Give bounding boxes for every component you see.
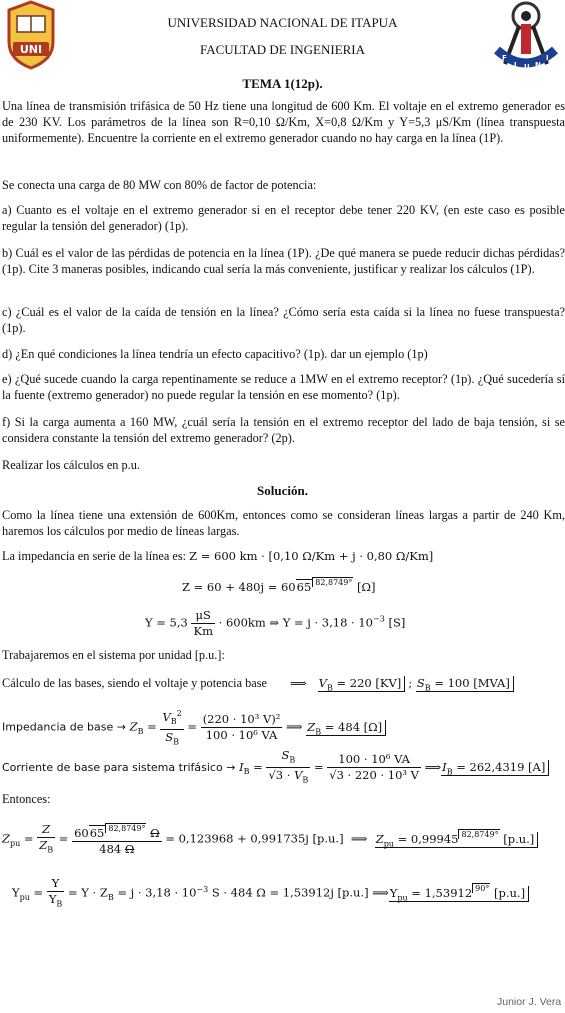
sb-value: = 100 [MVA]	[434, 676, 510, 690]
problem-load: Se conecta una carga de 80 MW con 80% de factor de potencia:	[2, 178, 317, 192]
impedance-line	[2, 549, 433, 564]
faculty-name: FACULTAD DE INGENIERIA	[199, 42, 366, 57]
left-logo-text: UNI	[19, 43, 43, 56]
faculty-logo-right	[487, 0, 565, 72]
zpu-unit: [p.u.]	[503, 831, 535, 846]
zbase-num: (220 · 10³ V)²	[202, 712, 281, 727]
ibase-num: 100 · 10⁶ VA	[327, 752, 421, 768]
ypu-mid: = j · 3,18 · 10	[117, 885, 197, 900]
y-left: Y = 5,3	[145, 615, 188, 630]
bases-line: Cálculo de las bases, siendo el voltaje y potencia base ⟹ $V_B = 220$ [KV] ; $S_B = 100$ [MVA]	[2, 676, 514, 692]
y-mid: · 600km ⇒ Y = j · 3,18 · 10	[218, 615, 373, 630]
z-unit: [Ω]	[357, 580, 376, 594]
ibase-den: √3 · 220 · 10³ V	[329, 768, 419, 783]
y-exp: −3	[373, 614, 385, 624]
zpu-final-angle: 82,8749°	[458, 829, 499, 839]
question-b: b) Cuál es el valor de las pérdidas de potencia en la línea (1P). ¿De qué manera se puede reducir dichas pérdidas? (1p). Cite 3 maneras posibles, indicando cual sería la más conveniente, justificar y realizar los cálculos (1P).	[2, 246, 565, 276]
zpu-angle: 82,8749°	[105, 823, 146, 833]
z-result-left: Z = 60 + 480j = 60	[182, 580, 296, 594]
question-f: f) Si la carga aumenta a 160 MW, ¿cuál sería la tensión en el extremo receptor del lado de baja tensión, si se considera constante la tensión del extremo generador? (2p).	[2, 415, 565, 445]
ypu-final: = 1,53912	[411, 885, 473, 900]
zbase-den: 100 · 10⁶ VA	[205, 728, 278, 743]
y-frac-den: Km	[193, 624, 213, 638]
logo-letter-i: I	[514, 61, 517, 69]
logo-letter-n: N	[535, 61, 541, 69]
ypu-exp: −3	[196, 884, 209, 894]
ypu-eq: = Y · Z	[67, 885, 108, 900]
ibase-line: Corriente de base para sistema trifásico → $I_B$ = $\frac{S_B}{√3 \cdot V_B}$ = $\frac{\text{100 · 10⁶ VA}}{\text{√3 · 220 · 10³ V}}$ $⟹I_B = 262,4319$ [A]	[2, 748, 549, 788]
then-label: Entonces:	[2, 792, 51, 806]
y-unit: [S]	[388, 615, 406, 630]
y-result	[145, 608, 405, 639]
zbase-text: Impedancia de base →	[2, 720, 126, 734]
zpu-den: 484	[99, 841, 122, 856]
question-e: e) ¿Qué sucede cuando la carga repentinamente se reduce a 1MW en el extremo receptor? (1p). ¿Qué sucedería sí la fuente (extremo generador) no puede regular la tensión en ese momento? (1p).	[2, 372, 565, 402]
pu-note: Realizar los cálculos en p.u.	[2, 458, 140, 472]
sqrt-65: 65	[296, 580, 312, 594]
ibase-result: = 262,4319 [A]	[456, 759, 546, 774]
impedance-equation: Z = 600 km · [0,10 Ω/Km + j · 0,80 Ω/Km]	[189, 549, 434, 563]
zpu-final: = 0,99945	[397, 831, 459, 846]
university-logo-left	[3, 0, 59, 70]
footer-author: Junior J. Vera	[497, 996, 562, 1008]
logo-letter-i2: I	[546, 54, 549, 62]
topic-title: TEMA 1(12p).	[242, 76, 323, 91]
ypu-unit: [p.u.]	[494, 885, 526, 900]
logo-letter-f: F	[502, 54, 507, 62]
bases-text: Cálculo de las bases, siendo el voltaje y potencia base	[2, 676, 267, 690]
y-frac-num: μS	[191, 608, 215, 624]
ibase-text: Corriente de base para sistema trifásico →	[2, 760, 236, 774]
impedance-text: La impedancia en serie de la línea es:	[2, 549, 187, 563]
zbase-line: Impedancia de base → $Z_B$ = $\frac{V_B^2}{S_B}$ = $\frac{\text{(220 · 10³ V)²}}{\text{100 · 10⁶ VA}}$ ⟹ $Z_B = 484$ [Ω]	[2, 706, 386, 749]
z-angle: 82,8749°	[312, 577, 353, 587]
zpu-line: $Z_{pu}$ = $\frac{Z}{Z_B}$ = $\frac{6065 82,8749^\circ \Omega}{484 \Omega}$ = 0,123968 + 0,991735j [p.u.] ⟹ $Z_{pu} = 0,99945$ 82,8749° [p.u.]	[2, 822, 538, 857]
university-name: UNIVERSIDAD NACIONAL DE ITAPUA	[167, 15, 398, 30]
ypu-rest: S · 484 Ω = 1,53912j [p.u.]	[211, 885, 369, 900]
logo-letter-u: U	[524, 63, 530, 71]
solution-heading: Solución.	[257, 483, 308, 498]
question-d: d) ¿En qué condiciones la línea tendría un efecto capacitivo? (1p). dar un ejemplo (1p)	[2, 347, 428, 361]
ypu-angle: 90°	[472, 883, 490, 893]
problem-intro: Una línea de transmisión trifásica de 50 Hz tiene una longitud de 600 Km. El voltaje en el extremo generador es de 230 KV. Los parámetros de la línea son R=0,10 Ω/Km, X=0,8 Ω/Km y Y=5,3 μS/Km (línea transpuesta uniformemente). Encuentre la corriente en el extremo generador cuando no hay carga en la línea (1P).	[2, 99, 565, 145]
per-unit-text: Trabajaremos en el sistema por unidad [p.u.]:	[2, 648, 225, 662]
solution-intro: Como la línea tiene una extensión de 600Km, entonces como se consideran líneas largas a partir de 240 Km, haremos los cálculos por medio de líneas largas.	[2, 508, 565, 538]
ypu-line: $Y_{pu}$ = $\frac{Y}{Y_B}$ = $Y \cdot Z_B = j \cdot 3,18 \cdot 10^{-3}$ S · 484 Ω = 1,53912j [p.u.] $⟹Y_{pu} = 1,53912$ 90° [p.u.]	[12, 876, 529, 911]
question-c: c) ¿Cuál es el valor de la caída de tensión en la línea? ¿Cómo sería esta caída si la línea no fuese transpuesta? (1p).	[2, 305, 565, 335]
vb-value: = 220 [KV]	[336, 676, 402, 690]
zbase-result: = 484 [Ω]	[324, 719, 383, 734]
question-a: a) Cuanto es el voltaje en el extremo generador si en el receptor debe tener 220 KV, (en este caso es posible regular la tensión del generador) (1p).	[2, 203, 565, 233]
z-result	[182, 577, 376, 594]
zpu-result: = 0,123968 + 0,991735j [p.u.]	[165, 831, 344, 846]
